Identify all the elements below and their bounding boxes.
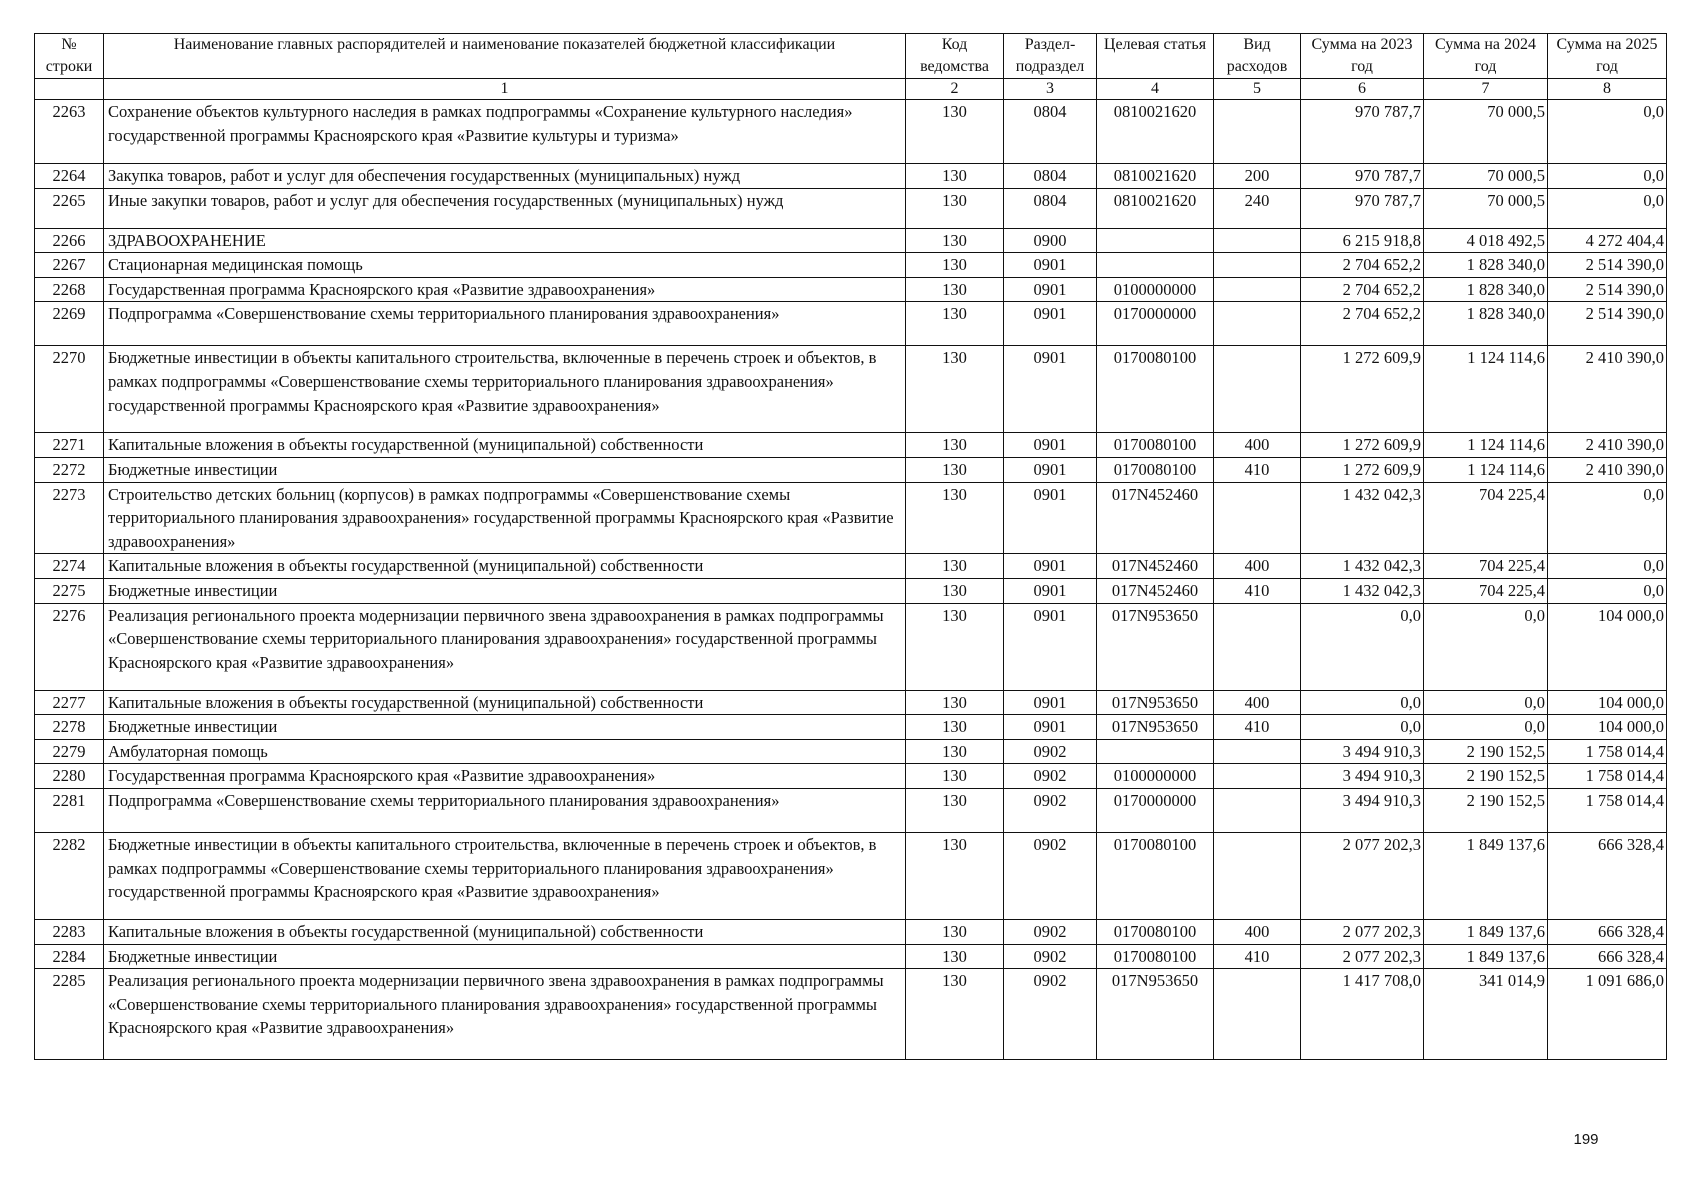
row-sum-2025: 1 758 014,4	[1548, 788, 1667, 832]
row-section: 0902	[1004, 944, 1097, 969]
row-dept-code: 130	[906, 164, 1004, 189]
row-sum-2023: 1 417 708,0	[1301, 969, 1424, 1060]
row-target: 0100000000	[1097, 277, 1214, 302]
column-number: 4	[1097, 79, 1214, 100]
row-sum-2025: 0,0	[1548, 164, 1667, 189]
row-expense-type: 410	[1214, 944, 1301, 969]
row-name: Бюджетные инвестиции в объекты капитального строительства, включенные в перечень строек и объектов, в рамках подпрограммы «Совершенствование схемы территориального планирования здравоохранения» государственной программы Красноярского края «Развитие здравоохранения»	[104, 346, 906, 433]
row-expense-type: 410	[1214, 578, 1301, 603]
row-name: Реализация регионального проекта модернизации первичного звена здравоохранения в рамках подпрограммы «Совершенствование схемы территориального планирования здравоохранения» государственной программы Красноярского края «Развитие здравоохранения»	[104, 603, 906, 690]
row-section: 0901	[1004, 253, 1097, 278]
row-target: 0170000000	[1097, 302, 1214, 346]
row-sum-2025: 2 410 390,0	[1548, 457, 1667, 482]
row-sum-2023: 6 215 918,8	[1301, 228, 1424, 253]
row-name: Капитальные вложения в объекты государственной (муниципальной) собственности	[104, 690, 906, 715]
row-sum-2023: 2 704 652,2	[1301, 253, 1424, 278]
row-sum-2025: 4 272 404,4	[1548, 228, 1667, 253]
row-sum-2024: 704 225,4	[1424, 482, 1548, 554]
row-section: 0901	[1004, 578, 1097, 603]
row-dept-code: 130	[906, 277, 1004, 302]
table-row	[35, 919, 1667, 944]
row-target: 0810021620	[1097, 164, 1214, 189]
row-number: 2270	[35, 346, 104, 433]
row-sum-2024: 704 225,4	[1424, 554, 1548, 579]
row-expense-type	[1214, 346, 1301, 433]
row-name: Иные закупки товаров, работ и услуг для обеспечения государственных (муниципальных) нужд	[104, 188, 906, 228]
row-expense-type: 410	[1214, 457, 1301, 482]
row-number: 2267	[35, 253, 104, 278]
column-number: 1	[104, 79, 906, 100]
row-dept-code: 130	[906, 690, 1004, 715]
table-row	[35, 188, 1667, 228]
row-dept-code: 130	[906, 788, 1004, 832]
row-sum-2025: 104 000,0	[1548, 715, 1667, 740]
row-dept-code: 130	[906, 739, 1004, 764]
row-sum-2023: 0,0	[1301, 603, 1424, 690]
header-name: Наименование главных распорядителей и наименование показателей бюджетной классификации	[104, 34, 906, 79]
table-row	[35, 578, 1667, 603]
row-expense-type: 400	[1214, 433, 1301, 458]
row-dept-code: 130	[906, 253, 1004, 278]
row-dept-code: 130	[906, 188, 1004, 228]
row-sum-2023: 3 494 910,3	[1301, 739, 1424, 764]
row-target: 017N953650	[1097, 715, 1214, 740]
row-sum-2025: 104 000,0	[1548, 690, 1667, 715]
column-number: 3	[1004, 79, 1097, 100]
row-sum-2023: 1 432 042,3	[1301, 554, 1424, 579]
row-sum-2023: 1 272 609,9	[1301, 433, 1424, 458]
row-sum-2024: 704 225,4	[1424, 578, 1548, 603]
row-sum-2023: 1 272 609,9	[1301, 346, 1424, 433]
row-expense-type	[1214, 788, 1301, 832]
row-sum-2023: 2 077 202,3	[1301, 944, 1424, 969]
row-number: 2272	[35, 457, 104, 482]
table-row	[35, 944, 1667, 969]
row-sum-2023: 0,0	[1301, 690, 1424, 715]
row-section: 0804	[1004, 100, 1097, 164]
table-row	[35, 715, 1667, 740]
row-sum-2024: 1 124 114,6	[1424, 457, 1548, 482]
row-number: 2271	[35, 433, 104, 458]
row-number: 2265	[35, 188, 104, 228]
row-target: 0170000000	[1097, 788, 1214, 832]
row-target: 0810021620	[1097, 100, 1214, 164]
row-target: 017N452460	[1097, 578, 1214, 603]
row-sum-2023: 0,0	[1301, 715, 1424, 740]
table-row	[35, 969, 1667, 1060]
row-section: 0902	[1004, 832, 1097, 919]
row-section: 0902	[1004, 969, 1097, 1060]
row-expense-type	[1214, 764, 1301, 789]
row-target	[1097, 739, 1214, 764]
row-section: 0901	[1004, 482, 1097, 554]
row-dept-code: 130	[906, 832, 1004, 919]
row-sum-2025: 2 410 390,0	[1548, 346, 1667, 433]
row-expense-type	[1214, 277, 1301, 302]
table-row	[35, 228, 1667, 253]
row-sum-2025: 0,0	[1548, 482, 1667, 554]
row-expense-type	[1214, 302, 1301, 346]
row-dept-code: 130	[906, 554, 1004, 579]
row-sum-2024: 1 828 340,0	[1424, 253, 1548, 278]
row-sum-2025: 0,0	[1548, 100, 1667, 164]
row-name: Бюджетные инвестиции	[104, 715, 906, 740]
row-target	[1097, 228, 1214, 253]
row-name: Бюджетные инвестиции в объекты капитального строительства, включенные в перечень строек и объектов, в рамках подпрограммы «Совершенствование схемы территориального планирования здравоохранения» государственной программы Красноярского края «Развитие здравоохранения»	[104, 832, 906, 919]
row-name: ЗДРАВООХРАНЕНИЕ	[104, 228, 906, 253]
row-name: Бюджетные инвестиции	[104, 578, 906, 603]
table-row	[35, 457, 1667, 482]
row-expense-type: 240	[1214, 188, 1301, 228]
row-sum-2024: 70 000,5	[1424, 164, 1548, 189]
column-number: 7	[1424, 79, 1548, 100]
table-row	[35, 277, 1667, 302]
row-sum-2024: 0,0	[1424, 715, 1548, 740]
row-target: 017N953650	[1097, 690, 1214, 715]
row-sum-2023: 1 432 042,3	[1301, 482, 1424, 554]
row-sum-2024: 1 828 340,0	[1424, 302, 1548, 346]
row-expense-type	[1214, 482, 1301, 554]
row-sum-2023: 3 494 910,3	[1301, 764, 1424, 789]
row-target: 0170080100	[1097, 832, 1214, 919]
row-target: 017N452460	[1097, 554, 1214, 579]
row-expense-type	[1214, 253, 1301, 278]
row-section: 0901	[1004, 715, 1097, 740]
row-target: 0170080100	[1097, 433, 1214, 458]
row-section: 0901	[1004, 277, 1097, 302]
row-sum-2023: 2 077 202,3	[1301, 919, 1424, 944]
row-expense-type	[1214, 969, 1301, 1060]
row-section: 0901	[1004, 690, 1097, 715]
table-row	[35, 788, 1667, 832]
column-number: 5	[1214, 79, 1301, 100]
row-dept-code: 130	[906, 482, 1004, 554]
row-sum-2025: 2 514 390,0	[1548, 277, 1667, 302]
row-sum-2024: 1 124 114,6	[1424, 346, 1548, 433]
row-name: Реализация регионального проекта модернизации первичного звена здравоохранения в рамках подпрограммы «Совершенствование схемы территориального планирования здравоохранения» государственной программы Красноярского края «Развитие здравоохранения»	[104, 969, 906, 1060]
row-name: Закупка товаров, работ и услуг для обеспечения государственных (муниципальных) нужд	[104, 164, 906, 189]
row-target: 0170080100	[1097, 346, 1214, 433]
table-row	[35, 100, 1667, 164]
row-sum-2023: 2 704 652,2	[1301, 277, 1424, 302]
page-number: 199	[1573, 1131, 1599, 1148]
row-section: 0901	[1004, 433, 1097, 458]
header-sum-2024: Сумма на 2024 год	[1424, 34, 1548, 79]
row-name: Капитальные вложения в объекты государственной (муниципальной) собственности	[104, 919, 906, 944]
budget-table	[34, 33, 1667, 1060]
column-number: 2	[906, 79, 1004, 100]
row-dept-code: 130	[906, 944, 1004, 969]
row-number: 2276	[35, 603, 104, 690]
row-name: Государственная программа Красноярского края «Развитие здравоохранения»	[104, 277, 906, 302]
row-dept-code: 130	[906, 433, 1004, 458]
row-number: 2273	[35, 482, 104, 554]
row-sum-2024: 2 190 152,5	[1424, 764, 1548, 789]
row-name: Бюджетные инвестиции	[104, 457, 906, 482]
row-dept-code: 130	[906, 100, 1004, 164]
row-number: 2264	[35, 164, 104, 189]
table-row	[35, 253, 1667, 278]
header-dept-code: Код ведомства	[906, 34, 1004, 79]
row-sum-2024: 2 190 152,5	[1424, 739, 1548, 764]
row-sum-2023: 970 787,7	[1301, 100, 1424, 164]
table-row	[35, 164, 1667, 189]
header-expense-type: Вид расходов	[1214, 34, 1301, 79]
row-number: 2263	[35, 100, 104, 164]
row-sum-2023: 2 077 202,3	[1301, 832, 1424, 919]
row-target: 0100000000	[1097, 764, 1214, 789]
table-row	[35, 554, 1667, 579]
row-name: Амбулаторная помощь	[104, 739, 906, 764]
row-target: 017N452460	[1097, 482, 1214, 554]
row-sum-2025: 1 758 014,4	[1548, 764, 1667, 789]
table-row	[35, 346, 1667, 433]
row-sum-2024: 341 014,9	[1424, 969, 1548, 1060]
row-section: 0901	[1004, 346, 1097, 433]
row-sum-2025: 104 000,0	[1548, 603, 1667, 690]
row-sum-2023: 1 432 042,3	[1301, 578, 1424, 603]
row-sum-2024: 0,0	[1424, 690, 1548, 715]
header-section: Раздел-подраздел	[1004, 34, 1097, 79]
row-sum-2025: 0,0	[1548, 554, 1667, 579]
row-dept-code: 130	[906, 715, 1004, 740]
row-sum-2024: 2 190 152,5	[1424, 788, 1548, 832]
row-target: 0170080100	[1097, 919, 1214, 944]
row-sum-2025: 1 758 014,4	[1548, 739, 1667, 764]
row-sum-2024: 70 000,5	[1424, 188, 1548, 228]
row-sum-2025: 0,0	[1548, 188, 1667, 228]
row-number: 2283	[35, 919, 104, 944]
row-expense-type: 200	[1214, 164, 1301, 189]
row-sum-2024: 70 000,5	[1424, 100, 1548, 164]
row-number: 2284	[35, 944, 104, 969]
row-sum-2023: 970 787,7	[1301, 188, 1424, 228]
row-sum-2025: 0,0	[1548, 578, 1667, 603]
row-expense-type: 410	[1214, 715, 1301, 740]
row-section: 0804	[1004, 188, 1097, 228]
row-expense-type: 400	[1214, 690, 1301, 715]
table-body	[35, 100, 1667, 1060]
row-section: 0902	[1004, 739, 1097, 764]
table-row	[35, 603, 1667, 690]
row-section: 0804	[1004, 164, 1097, 189]
row-sum-2023: 1 272 609,9	[1301, 457, 1424, 482]
row-sum-2024: 1 849 137,6	[1424, 944, 1548, 969]
row-sum-2025: 666 328,4	[1548, 944, 1667, 969]
row-expense-type	[1214, 603, 1301, 690]
row-sum-2024: 0,0	[1424, 603, 1548, 690]
row-number: 2268	[35, 277, 104, 302]
row-number: 2279	[35, 739, 104, 764]
table-row	[35, 433, 1667, 458]
row-name: Подпрограмма «Совершенствование схемы территориального планирования здравоохранения»	[104, 788, 906, 832]
row-dept-code: 130	[906, 302, 1004, 346]
row-section: 0902	[1004, 919, 1097, 944]
row-number: 2269	[35, 302, 104, 346]
row-target: 017N953650	[1097, 969, 1214, 1060]
row-expense-type	[1214, 100, 1301, 164]
row-number: 2280	[35, 764, 104, 789]
row-sum-2023: 2 704 652,2	[1301, 302, 1424, 346]
row-section: 0901	[1004, 554, 1097, 579]
column-number-row	[35, 79, 1667, 100]
row-expense-type	[1214, 832, 1301, 919]
row-number: 2281	[35, 788, 104, 832]
row-dept-code: 130	[906, 228, 1004, 253]
row-name: Строительство детских больниц (корпусов) в рамках подпрограммы «Совершенствование схемы территориального планирования здравоохранения» государственной программы Красноярского края «Развитие здравоохранения»	[104, 482, 906, 554]
row-target: 017N953650	[1097, 603, 1214, 690]
row-sum-2024: 1 849 137,6	[1424, 832, 1548, 919]
table-row	[35, 764, 1667, 789]
row-sum-2025: 1 091 686,0	[1548, 969, 1667, 1060]
table-row	[35, 739, 1667, 764]
column-number: 6	[1301, 79, 1424, 100]
row-sum-2024: 1 124 114,6	[1424, 433, 1548, 458]
row-dept-code: 130	[906, 919, 1004, 944]
row-number: 2282	[35, 832, 104, 919]
row-dept-code: 130	[906, 969, 1004, 1060]
row-target: 0810021620	[1097, 188, 1214, 228]
row-sum-2025: 2 514 390,0	[1548, 302, 1667, 346]
row-sum-2025: 2 410 390,0	[1548, 433, 1667, 458]
table-row	[35, 482, 1667, 554]
row-name: Капитальные вложения в объекты государственной (муниципальной) собственности	[104, 554, 906, 579]
row-number: 2266	[35, 228, 104, 253]
header-row-no: № строки	[35, 34, 104, 79]
row-expense-type: 400	[1214, 554, 1301, 579]
header-sum-2025: Сумма на 2025 год	[1548, 34, 1667, 79]
row-number: 2285	[35, 969, 104, 1060]
row-sum-2025: 2 514 390,0	[1548, 253, 1667, 278]
table-row	[35, 302, 1667, 346]
row-name: Капитальные вложения в объекты государственной (муниципальной) собственности	[104, 433, 906, 458]
row-target	[1097, 253, 1214, 278]
row-number: 2275	[35, 578, 104, 603]
row-section: 0901	[1004, 457, 1097, 482]
row-number: 2277	[35, 690, 104, 715]
row-name: Государственная программа Красноярского края «Развитие здравоохранения»	[104, 764, 906, 789]
table-row	[35, 690, 1667, 715]
row-section: 0902	[1004, 788, 1097, 832]
row-sum-2023: 3 494 910,3	[1301, 788, 1424, 832]
row-number: 2274	[35, 554, 104, 579]
row-name: Подпрограмма «Совершенствование схемы территориального планирования здравоохранения»	[104, 302, 906, 346]
row-name: Сохранение объектов культурного наследия в рамках подпрограммы «Сохранение культурного наследия» государственной программы Красноярского края «Развитие культуры и туризма»	[104, 100, 906, 164]
row-sum-2025: 666 328,4	[1548, 919, 1667, 944]
row-dept-code: 130	[906, 578, 1004, 603]
row-expense-type	[1214, 228, 1301, 253]
row-name: Стационарная медицинская помощь	[104, 253, 906, 278]
header-sum-2023: Сумма на 2023 год	[1301, 34, 1424, 79]
row-sum-2024: 4 018 492,5	[1424, 228, 1548, 253]
budget-table-sheet	[34, 33, 1666, 1060]
table-row	[35, 832, 1667, 919]
row-section: 0901	[1004, 603, 1097, 690]
row-sum-2025: 666 328,4	[1548, 832, 1667, 919]
row-sum-2023: 970 787,7	[1301, 164, 1424, 189]
row-number: 2278	[35, 715, 104, 740]
column-number-empty	[35, 79, 104, 100]
row-dept-code: 130	[906, 603, 1004, 690]
row-expense-type	[1214, 739, 1301, 764]
row-section: 0900	[1004, 228, 1097, 253]
row-target: 0170080100	[1097, 944, 1214, 969]
column-number: 8	[1548, 79, 1667, 100]
row-dept-code: 130	[906, 764, 1004, 789]
header-target: Целевая статья	[1097, 34, 1214, 79]
row-section: 0902	[1004, 764, 1097, 789]
row-name: Бюджетные инвестиции	[104, 944, 906, 969]
header-row	[35, 34, 1667, 79]
row-target: 0170080100	[1097, 457, 1214, 482]
row-dept-code: 130	[906, 346, 1004, 433]
row-section: 0901	[1004, 302, 1097, 346]
row-expense-type: 400	[1214, 919, 1301, 944]
row-dept-code: 130	[906, 457, 1004, 482]
row-sum-2024: 1 828 340,0	[1424, 277, 1548, 302]
row-sum-2024: 1 849 137,6	[1424, 919, 1548, 944]
